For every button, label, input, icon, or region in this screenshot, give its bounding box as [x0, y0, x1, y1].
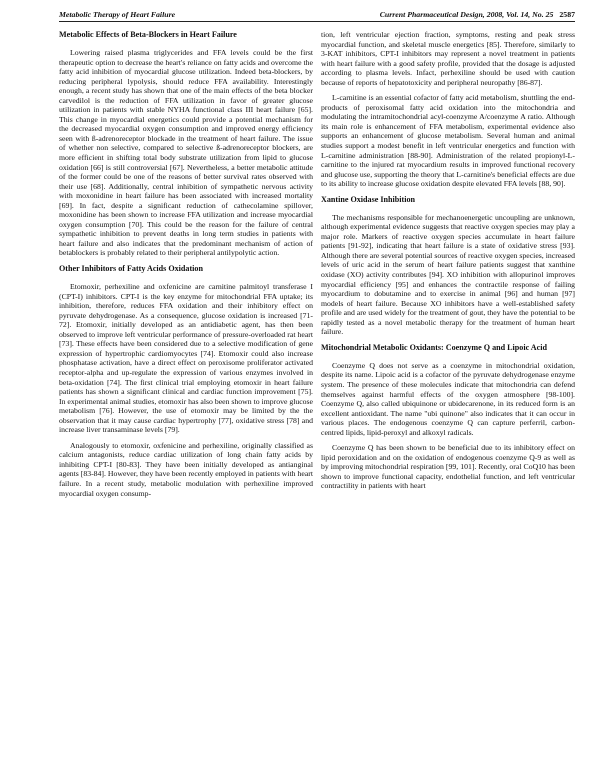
header-rule	[59, 21, 575, 22]
paragraph: The mechanisms responsible for mechanoenergetic uncoupling are unknown, although experimental evidence suggests that reactive oxygen species may play a major role. Markers of reactive oxygen species accumulate in heart failure patients [91-92], indicating that heart failure is a state of oxidative stress [93]. Although there are several potential sources of reactive oxygen species, increased levels of uric acid in the serum of heart failure patients suggest that xanthine oxidase (XO) activity contributes [94]. XO inhibition with allopurinol improves myocardial efficiency [95] and enhances the contractile response of failing myocardium to dobutamine and to exercise in animal [96] and human [97] models of heart failure. Because XO inhibitors have a well-established safety profile and are used widely for the treatment of gout, they have the potential to be rapidly tested as a novel metabolic therapy for the treatment of human heart failure.	[321, 212, 575, 337]
left-column	[59, 30, 313, 768]
section-heading-coenzyme-q: Mitochondrial Metabolic Oxidants: Coenzyme Q and Lipoic Acid	[321, 342, 547, 352]
header-journal-citation: Current Pharmaceutical Design, 2008, Vol. 14, No. 25	[379, 10, 554, 19]
header-article-title: Metabolic Therapy of Heart Failure	[59, 10, 176, 19]
section-heading-other-inhibitors: Other Inhibitors of Fatty Acids Oxidation	[59, 264, 203, 274]
section-heading-beta-blockers: Metabolic Effects of Beta-Blockers in Heart Failure	[59, 30, 237, 39]
header-journal-info	[380, 10, 575, 19]
paragraph: L-carnitine is an essential cofactor of fatty acid metabolism, shuttling the end-products of peroxisomal fatty acid oxidation into the mitochondria and modulating the intramitochondrial acyl-coenzyme A/coenzyme A ratio. Although its main role is enhancement of FFA metabolism, experimental evidence also supports an enhancement of glucose metabolism. Several human and animal studies support a modest benefit in left ventricular energetics and function with L-carnitine administration [88-90]. Administration of the related propionyl-L-carnitine to the injured rat myocardium results in improved functional recovery and glucose use, supporting the theory that L-carnitine's beneficial effects are due to its ability to increase glucose oxidation despite elevated FFA levels [88, 90].	[321, 93, 575, 189]
paragraph: Etomoxir, perhexiline and oxfenicine are carnitine palmitoyl transferase I (CPT-I) inhibitors. CPT-I is the key enzyme for mitochondrial FFA uptake; its inhibition, therefore, reduces FFA oxidation and their inhibitory effect on pyruvate dehydrogenase. As a consequence, glucose oxidation is increased [71-72]. Etomoxir, initially developed as an antidiabetic agent, has then been observed to improve left ventricular performance of pressure-overloaded rat heart [73]. These effects have been considered due to a selective modification of gene expression of hypertrophic cardiomyocytes [74]. Etomoxir could also increase phosphatase activation, have a direct effect on peroxisome proliferator activated receptor-alpha and up-regulate the expression of various enzymes involved in beta-oxidation [74]. The first clinical trial employing etomoxir in heart failure patients has shown a significant clinical and cardiac function improvement [75]. In experimental animal studies, etomoxir has also been shown to improve glucose metabolism [76]. However, the use of etomoxir may be limited by the the observation that it may cause cardiac hypertrophy [77], oxidative stress [78] and increase liver transaminase levels [79].	[59, 282, 313, 435]
paragraph: Coenzyme Q does not serve as a coenzyme in mitochondrial oxidation, despite its name. Lipoic acid is a cofactor of the pyruvate dehydrogenase enzyme system. The presence of these molecules indicate that mitochondria can defend themselves against harmful effects of the oxygen atmosphere [98-100]. Coenzyme Q, also called ubiquinone or ubidecarenone, in its reduced form is an excellent antioxidant. The name "ubi quinone" also indicates that it can occur in various places. The endogenous coenzyme Q can capture perferril, carbon-centred lipids, lipid-peroxyl and alkoxyl radicals.	[321, 360, 575, 437]
right-column	[321, 30, 575, 768]
paragraph: Analogously to etomoxir, oxfenicine and perhexiline, originally classified as calcium antagonists, reduce cardiac utilization of long chain fatty acids by inhibiting CPT-I [80-83]. They have been initially developed as antianginal agents [83-84]. However, they have been recently employed in patients with heart failure. In a recent study, metabolic modulation with perhexiline improved myocardial oxygen consump-	[59, 440, 313, 498]
paragraph: Lowering raised plasma triglycerides and FFA levels could be the first therapeutic option to decrease the heart's reliance on fatty acids and overcome the fatty acid inhibition of myocardial glucose utilization. Indeed beta-blockers, by reducing peripheral lypolysis, should reduce FFA availability. Interestingly enough, a recent study has shown that one of the main effects of the beta blocker carvedilol is the reduction of FFA utilization in favor of greater glucose utilization in patients with stable NYHA functional class III heart failure [65]. This change in myocardial energetics could provide a potential mechanism for the decreased myocardial oxygen consumption and improved energy efficiency seen with ß-adrenoreceptor blockade in the treatment of heart failure. The issue of whether non selective, compared to selective ß-adrenoreceptor blockers, are more efficient in shifting total body substrate utilization from lipid to glucose oxidation [66] is still controversial [67]. Nevertheless, a better metabolic attitude of the former could be one of the reasons of better survival rates observed with their use [68]. Additionally, central inhibition of sympathetic nervous activity with moxonidine in heart failure has been associated with increased mortality [69]. In fact, despite a significant reduction of cathecolamine spillover, moxonidine has been shown to increase FFA utilization and increase myocardial oxygen consumption [70]. This could be the reason for the failure of central sympathetic inhibition to prevent deaths in long term studies in patients with heart failure and also indicates that the predominant mechanism of action of betablockers is probably related to their peripheral antilypolytic action.	[59, 48, 313, 258]
paragraph: tion, left ventricular ejection fraction, symptoms, resting and peak stress myocardial function, and skeletal muscle energetics [85]. Therefore, similarly to 3-KAT inhibitors, CPT-I inhibitors may represent a novel treatment in patients with heart failure with a good safety profile, provided that the dosage is adjusted according to plasma levels. Infact, perhexiline should be used with caution because of reports of hepatotoxicity and peripheral neuropathy [86-87].	[321, 30, 575, 87]
section-heading-xantine-oxidase: Xantine Oxidase Inhibition	[321, 194, 416, 204]
paragraph: Coenzyme Q has been shown to be beneficial due to its inhibitory effect on lipid peroxidation and on the oxidation of endogenous coenzyme Q-9 as well as by improving mitochondrial respiration [99, 101]. Recently, oral CoQ10 has been shown to improve functional capacity, endothelial function, and left ventricular contractility in patients with heart	[321, 443, 575, 491]
page-number: 2587	[559, 10, 575, 19]
